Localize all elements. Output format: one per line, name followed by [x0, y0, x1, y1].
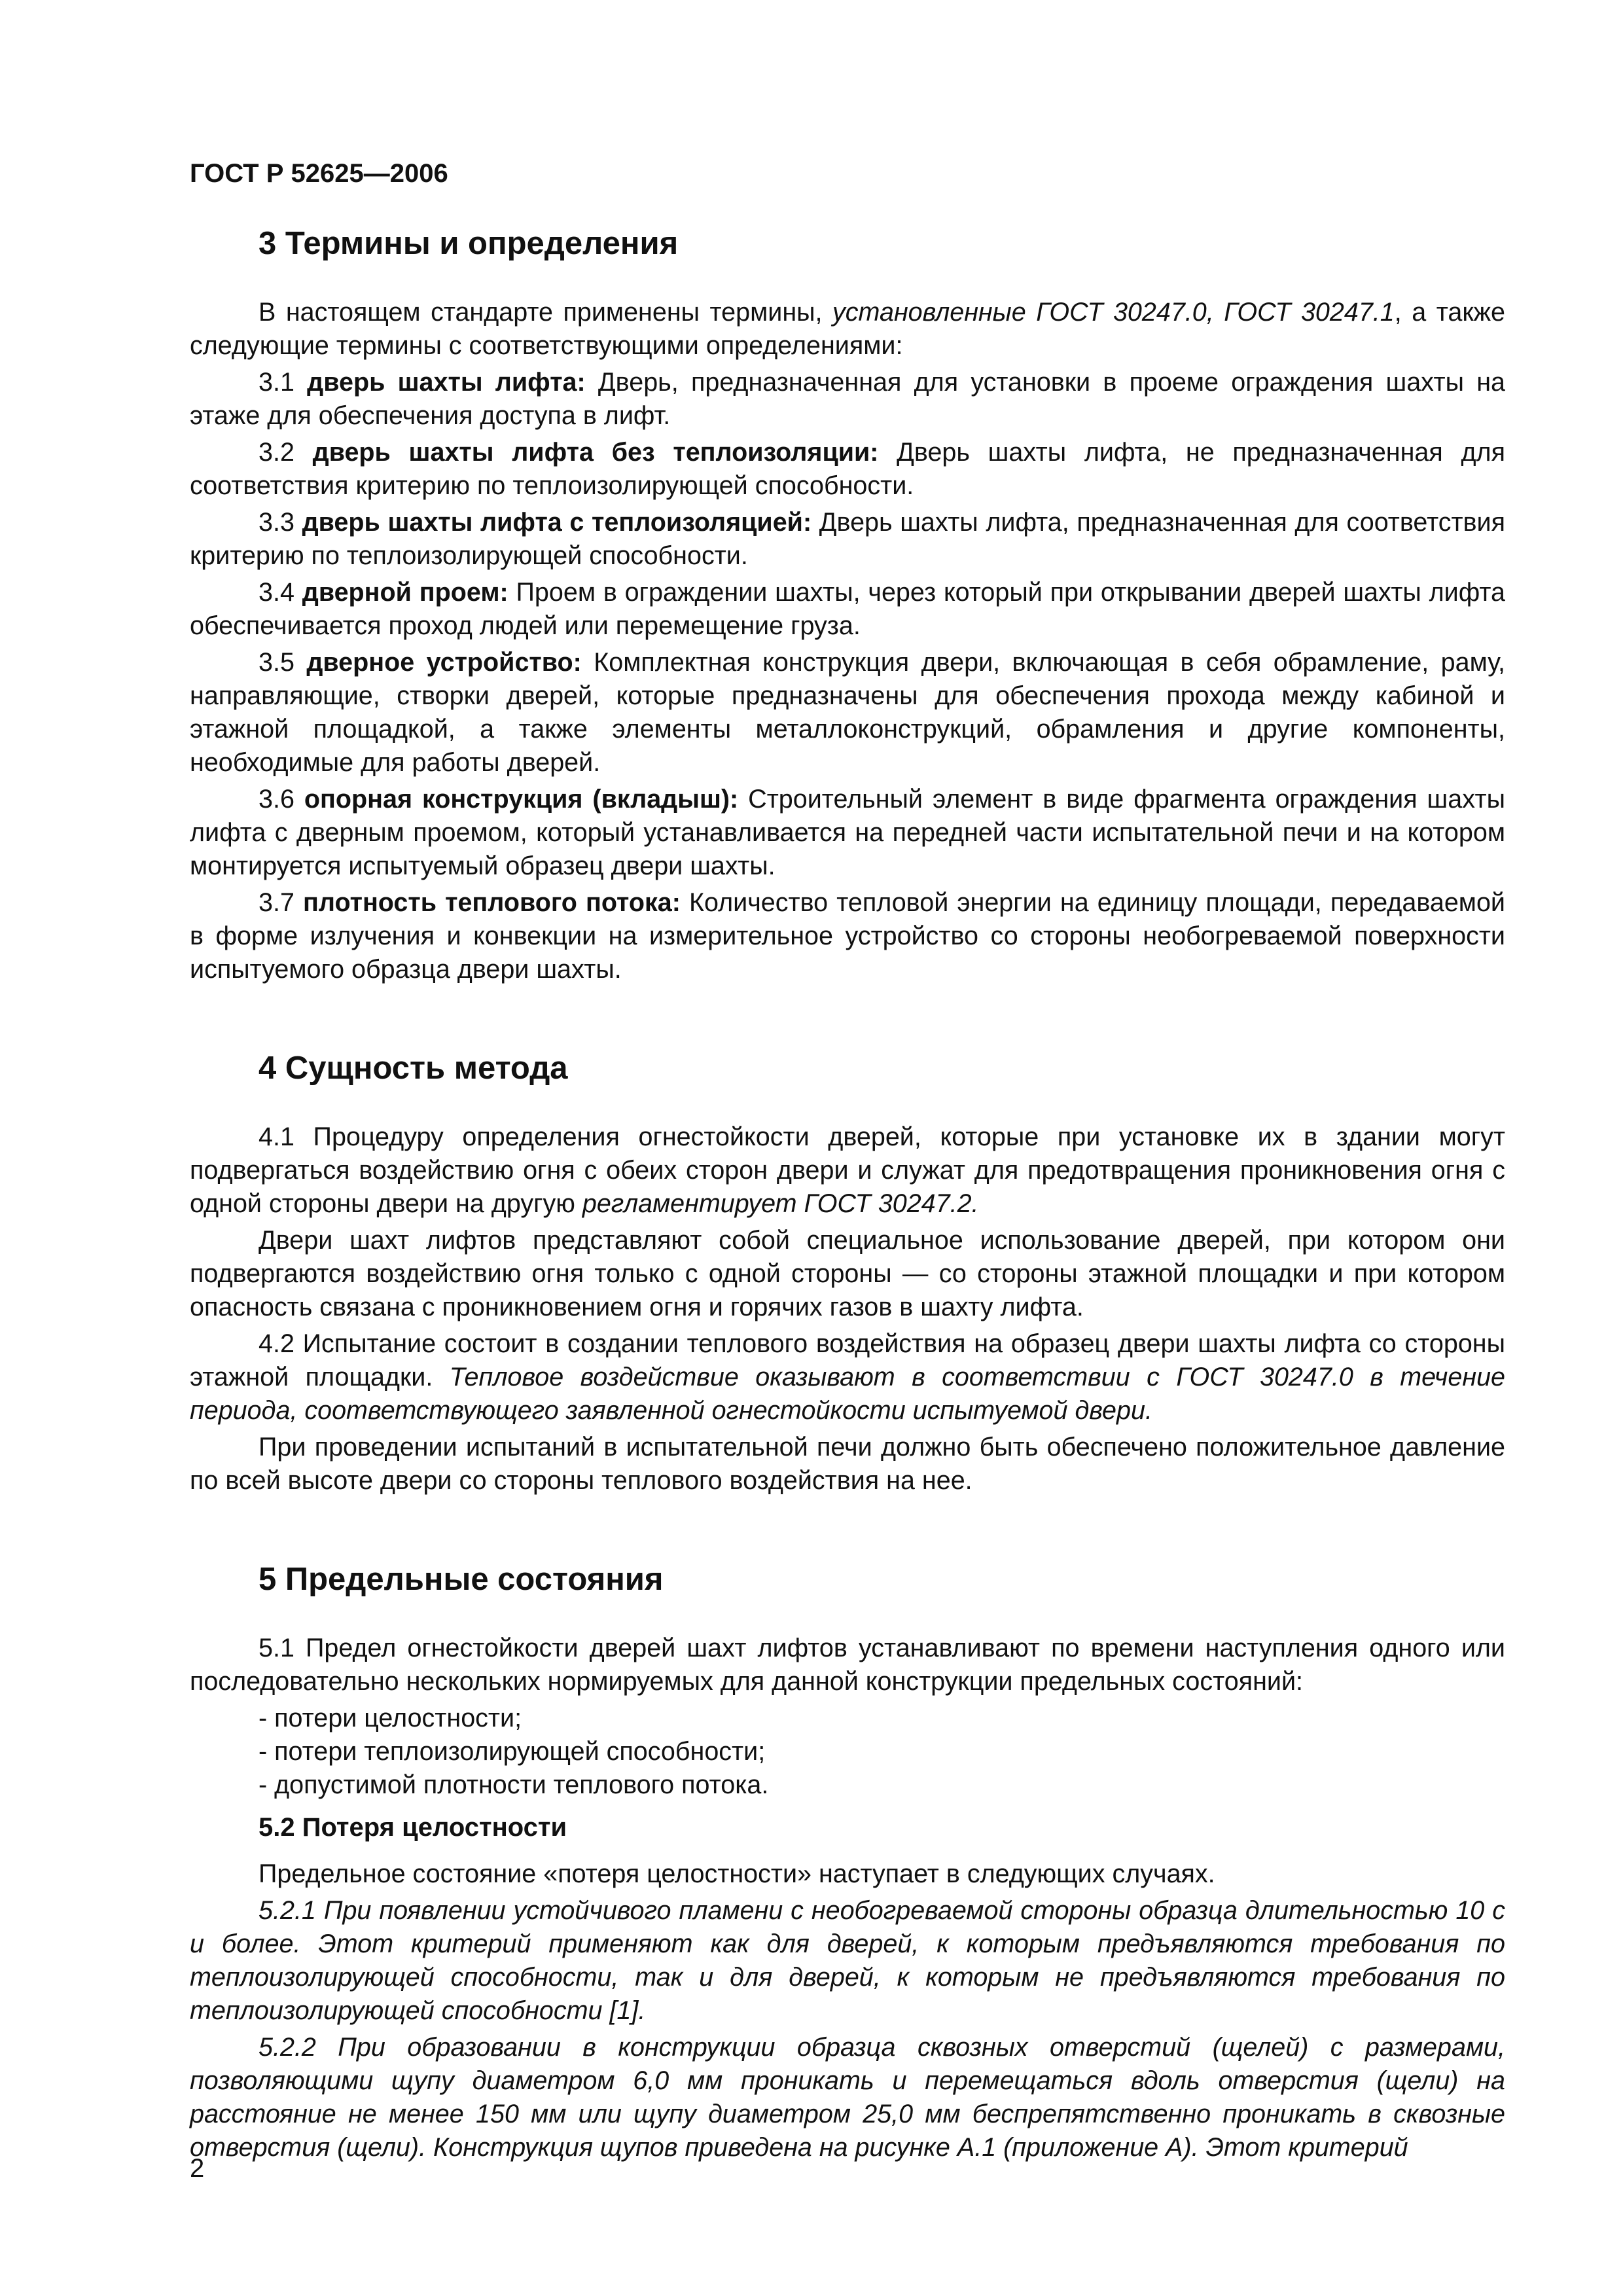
section-4-heading: 4 Сущность метода	[259, 1050, 568, 1086]
limit-states-list	[190, 1702, 1505, 1802]
term-3-6: 3.6 опорная конструкция (вкладыш): Строительный элемент в виде фрагмента ограждения шахты лифта с дверным проемом, который устанавливается на передней части испытательной печи и на котором монтируется испытуемый образец двери шахты.	[190, 785, 1506, 880]
section-3-heading: 3 Термины и определения	[259, 226, 679, 261]
paragraph-5-2-2: 5.2.2 При образовании в конструкции образца сквозных отверстий (щелей) с размерами, позволяющими щупу диаметром 6,0 мм проникать и перемещаться вдоль отверстия (щели) на расстояние не менее 150 мм или щупу диаметром 25,0 мм беспрепятственно проникать в сквозные отверстия (щели). Конструкция щупов приведена на рисунке А.1 (приложение А). Этот критерий	[190, 2033, 1505, 2162]
term-3-5: 3.5 дверное устройство: Комплектная конструкция двери, включающая в себя обрамление, раму, направляющие, створки дверей, которые предназначены для обеспечения прохода между кабиной и этажной площадкой, а также элементы металлоконструкций, обрамления и другие компоненты, необходимые для работы дверей.	[190, 648, 1505, 777]
document-code: ГОСТ Р 52625—2006	[190, 159, 448, 188]
paragraph-5-1: 5.1 Предел огнестойкости дверей шахт лифтов устанавливают по времени наступления одного или последовательно нескольких нормируемых для данной конструкции предельных состояний:	[190, 1634, 1505, 1696]
term-3-3: 3.3 дверь шахты лифта с теплоизоляцией: Дверь шахты лифта, предназначенная для соответствия критерию по теплоизолирующей способности.	[190, 508, 1506, 570]
page-number: 2	[190, 2154, 205, 2183]
paragraph-4-1: 4.1 Процедуру определения огнестойкости дверей, которые при установке их в здании могут подвергаться воздействию огня с обеих сторон двери и служат для предотвращения проникновения огня с одной стороны двери на другую регламентирует ГОСТ 30247.2.	[190, 1122, 1505, 1218]
term-3-2: 3.2 дверь шахты лифта без теплоизоляции: Дверь шахты лифта, не предназначенная для соответствия критерию по теплоизолирующей способности.	[190, 438, 1505, 500]
paragraph-4-2-cont: При проведении испытаний в испытательной печи должно быть обеспечено положительное давление по всей высоте двери со стороны теплового воздействия на нее.	[190, 1433, 1505, 1495]
term-3-7: 3.7 плотность теплового потока: Количество тепловой энергии на единицу площади, передаваемой в форме излучения и конвекции на измерительное устройство со стороны необогреваемой поверхности испытуемого образца двери шахты.	[190, 888, 1505, 984]
paragraph-4-2: 4.2 Испытание состоит в создании теплового воздействия на образец двери шахты лифта со стороны этажной площадки. Тепловое воздействие оказывают в соответствии с ГОСТ 30247.0 в течение периода, соответствующего заявленной огнестойкости испытуемой двери.	[190, 1329, 1506, 1425]
section-5-heading: 5 Предельные состояния	[259, 1562, 664, 1597]
paragraph-5-2: Предельное состояние «потеря целостности» наступает в следующих случаях.	[259, 1859, 1215, 1888]
subsection-5-2-heading: 5.2 Потеря целостности	[259, 1813, 567, 1842]
list-item: - потери целостности;	[259, 1704, 522, 1732]
list-item: - потери теплоизолирующей способности;	[259, 1737, 766, 1766]
section-3-intro: В настоящем стандарте применены термины, установленные ГОСТ 30247.0, ГОСТ 30247.1, а также следующие термины с соответствующими определениями:	[190, 298, 1505, 360]
paragraph-4-1-cont: Двери шахт лифтов представляют собой специальное использование дверей, при котором они подвергаются воздействию огня только с одной стороны — со стороны этажной площадки и при котором опасность связана с проникновением огня и горячих газов в шахту лифта.	[190, 1226, 1505, 1321]
paragraph-5-2-1: 5.2.1 При появлении устойчивого пламени с необогреваемой стороны образца длительностью 10 с и более. Этот критерий применяют как для дверей, к которым предъявляются требования по теплоизолирующей способности, так и для дверей, к которым не предъявляются требования по теплоизолирующей способности [1].	[190, 1896, 1505, 2025]
term-3-4: 3.4 дверной проем: Проем в ограждении шахты, через который при открывании дверей шахты лифта обеспечивается проход людей или перемещение груза.	[190, 578, 1505, 640]
list-item: - допустимой плотности теплового потока.	[259, 1770, 769, 1799]
term-3-1: 3.1 дверь шахты лифта: Дверь, предназначенная для установки в проеме ограждения шахты на этаже для обеспечения доступа в лифт.	[190, 368, 1505, 430]
document-page	[190, 157, 1505, 2168]
